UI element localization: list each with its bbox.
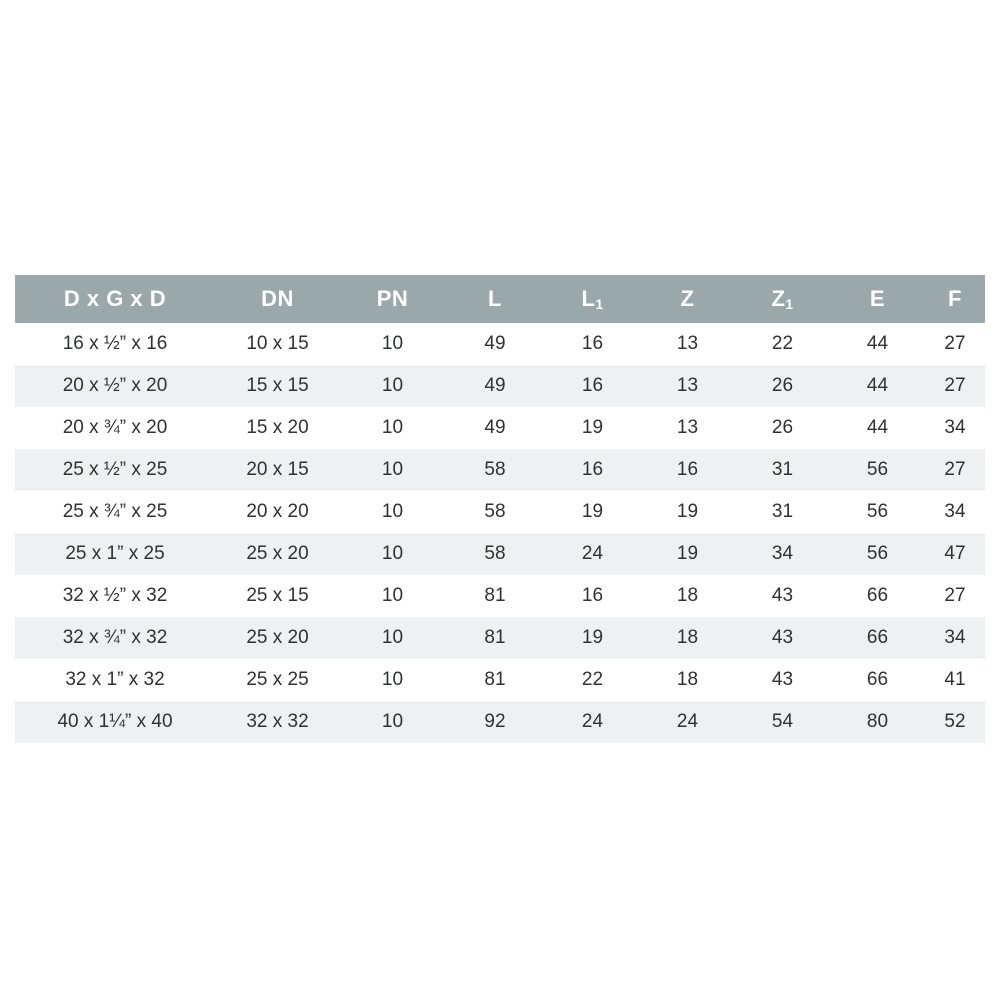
table-cell: 34: [735, 533, 830, 575]
table-cell: 26: [735, 407, 830, 449]
table-cell: 58: [445, 449, 545, 491]
cell-dimension-code: 25 x ½” x 25: [15, 449, 215, 491]
cell-dimension-code: 20 x ½” x 20: [15, 365, 215, 407]
column-header-label: E: [869, 286, 886, 311]
table-cell: 10: [340, 617, 445, 659]
cell-dimension-code: 25 x 1” x 25: [15, 533, 215, 575]
table-row: [15, 491, 985, 533]
column-header-dn: [215, 275, 340, 323]
cell-dimension-code: 40 x 1¼” x 40: [15, 701, 215, 743]
table-cell: 25 x 25: [215, 659, 340, 701]
table-cell: 34: [925, 491, 985, 533]
table-cell: 66: [830, 575, 925, 617]
table-cell: 10: [340, 533, 445, 575]
table-cell: 27: [925, 323, 985, 365]
table-row: [15, 701, 985, 743]
table-cell: 25 x 20: [215, 533, 340, 575]
table-cell: 13: [640, 323, 735, 365]
table-cell: 10: [340, 407, 445, 449]
table-body: [15, 323, 985, 743]
table-cell: 32 x 32: [215, 701, 340, 743]
table-cell: 20 x 20: [215, 491, 340, 533]
column-header-z1: [735, 275, 830, 323]
table-cell: 81: [445, 617, 545, 659]
table-cell: 16: [545, 449, 640, 491]
table-cell: 18: [640, 575, 735, 617]
table-row: [15, 449, 985, 491]
table-cell: 19: [640, 533, 735, 575]
table-cell: 27: [925, 449, 985, 491]
table-cell: 81: [445, 575, 545, 617]
cell-dimension-code: 20 x ¾” x 20: [15, 407, 215, 449]
table-cell: 56: [830, 449, 925, 491]
table-row: [15, 323, 985, 365]
table-cell: 25 x 20: [215, 617, 340, 659]
table-cell: 41: [925, 659, 985, 701]
column-header-label: L: [581, 286, 596, 311]
column-header-label: L: [488, 286, 502, 311]
table-cell: 43: [735, 617, 830, 659]
table-cell: 10: [340, 491, 445, 533]
table-cell: 27: [925, 575, 985, 617]
column-header-dxgxd: [15, 275, 215, 323]
table-cell: 22: [735, 323, 830, 365]
table-cell: 19: [545, 491, 640, 533]
column-header-label: DN: [261, 286, 294, 311]
header-row: [15, 275, 985, 323]
table-cell: 18: [640, 659, 735, 701]
table-row: [15, 365, 985, 407]
cell-dimension-code: 16 x ½” x 16: [15, 323, 215, 365]
table-cell: 66: [830, 617, 925, 659]
table-cell: 58: [445, 533, 545, 575]
table-cell: 56: [830, 533, 925, 575]
table-cell: 10 x 15: [215, 323, 340, 365]
table-cell: 34: [925, 617, 985, 659]
table-cell: 19: [640, 491, 735, 533]
table-cell: 19: [545, 407, 640, 449]
table-cell: 10: [340, 659, 445, 701]
table-cell: 43: [735, 575, 830, 617]
table-cell: 22: [545, 659, 640, 701]
table-cell: 49: [445, 323, 545, 365]
table-cell: 92: [445, 701, 545, 743]
table-row: [15, 617, 985, 659]
table-cell: 18: [640, 617, 735, 659]
column-header-l: [445, 275, 545, 323]
table-cell: 47: [925, 533, 985, 575]
spec-table-container: [15, 275, 985, 743]
table-cell: 54: [735, 701, 830, 743]
table-cell: 26: [735, 365, 830, 407]
table-cell: 49: [445, 407, 545, 449]
table-cell: 66: [830, 659, 925, 701]
column-header-label: PN: [376, 286, 409, 311]
table-cell: 16: [545, 365, 640, 407]
table-cell: 13: [640, 365, 735, 407]
cell-dimension-code: 25 x ¾” x 25: [15, 491, 215, 533]
cell-dimension-code: 32 x ½” x 32: [15, 575, 215, 617]
table-cell: 81: [445, 659, 545, 701]
table-cell: 58: [445, 491, 545, 533]
table-cell: 44: [830, 407, 925, 449]
table-row: [15, 659, 985, 701]
table-cell: 31: [735, 491, 830, 533]
table-cell: 31: [735, 449, 830, 491]
table-cell: 80: [830, 701, 925, 743]
column-header-pn: [340, 275, 445, 323]
column-header-l1: [545, 275, 640, 323]
cell-dimension-code: 32 x ¾” x 32: [15, 617, 215, 659]
table-cell: 15 x 15: [215, 365, 340, 407]
table-cell: 20 x 15: [215, 449, 340, 491]
table-row: [15, 575, 985, 617]
table-cell: 10: [340, 449, 445, 491]
column-header-subscript: 1: [785, 297, 794, 312]
column-header-label: F: [948, 286, 962, 311]
table-cell: 56: [830, 491, 925, 533]
table-row: [15, 533, 985, 575]
table-cell: 16: [545, 575, 640, 617]
column-header-f: [925, 275, 985, 323]
table-cell: 24: [545, 533, 640, 575]
table-cell: 44: [830, 365, 925, 407]
column-header-z: [640, 275, 735, 323]
table-cell: 15 x 20: [215, 407, 340, 449]
column-header-label: D x G x D: [63, 286, 167, 311]
table-cell: 34: [925, 407, 985, 449]
table-cell: 10: [340, 323, 445, 365]
table-cell: 49: [445, 365, 545, 407]
table-cell: 10: [340, 701, 445, 743]
cell-dimension-code: 32 x 1” x 32: [15, 659, 215, 701]
table-cell: 43: [735, 659, 830, 701]
table-cell: 10: [340, 575, 445, 617]
table-cell: 52: [925, 701, 985, 743]
column-header-subscript: 1: [595, 297, 604, 312]
table-cell: 24: [640, 701, 735, 743]
column-header-label: Z: [771, 286, 786, 311]
table-cell: 13: [640, 407, 735, 449]
column-header-e: [830, 275, 925, 323]
column-header-label: Z: [680, 286, 695, 311]
table-row: [15, 407, 985, 449]
table-cell: 44: [830, 323, 925, 365]
table-cell: 16: [640, 449, 735, 491]
table-cell: 16: [545, 323, 640, 365]
table-cell: 10: [340, 365, 445, 407]
table-cell: 27: [925, 365, 985, 407]
table-cell: 24: [545, 701, 640, 743]
table-cell: 19: [545, 617, 640, 659]
table-cell: 25 x 15: [215, 575, 340, 617]
table-header: [15, 275, 985, 323]
dimensions-table: [15, 275, 985, 743]
